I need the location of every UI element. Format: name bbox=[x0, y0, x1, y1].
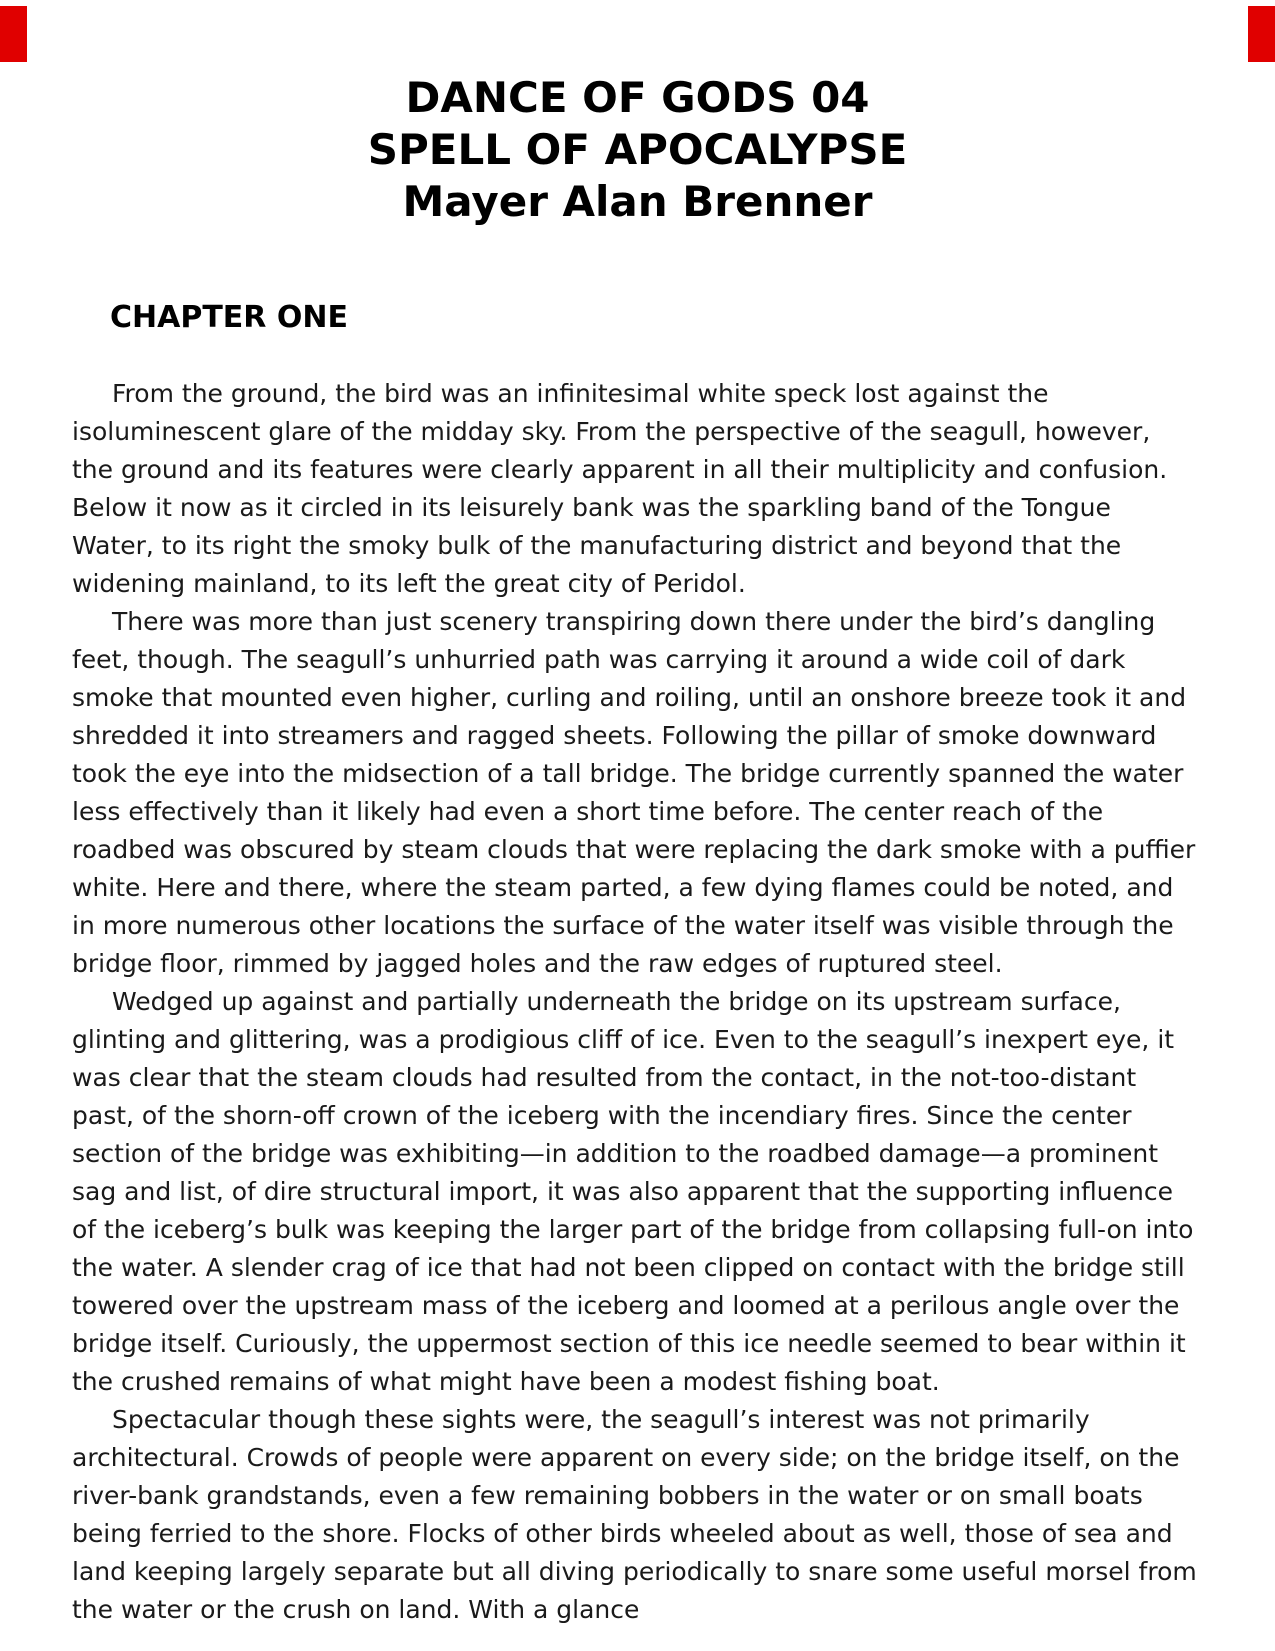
book-series-title: DANCE OF GODS 04 bbox=[405, 73, 870, 122]
chapter-heading: CHAPTER ONE bbox=[110, 300, 348, 335]
paragraph: There was more than just scenery transpiring down there under the bird’s dangling feet, though. The seagull’s unhurried path was carrying it around a wide coil of dark smoke that mounted even higher, curling and roiling, until an onshore breeze took it and shredded it into streamers and ragged sheets. Following the pillar of smoke downward took the eye into the midsection of a tall bridge. The bridge currently spanned the water less effectively than it likely had even a short time before. The center reach of the roadbed was obscured by steam clouds that were replacing the dark smoke with a puffier white. Here and there, where the steam parted, a few dying flames could be noted, and in more numerous other locations the surface of the water itself was visible through the bridge floor, rimmed by jagged holes and the raw edges of ruptured steel. bbox=[72, 607, 1196, 978]
book-title: SPELL OF APOCALYPSE bbox=[367, 125, 908, 174]
paragraph: Spectacular though these sights were, the seagull’s interest was not primarily architectural. Crowds of people were apparent on every side; on the bridge itself, on the river-bank grandstands, even a few remaining bobbers in the water or on small boats being ferried to the shore. Flocks of other birds wheeled about as well, those of sea and land keeping largely separate but all diving periodically to snare some useful morsel from the water or the crush on land. With a glance bbox=[72, 1405, 1197, 1624]
body-text bbox=[72, 375, 1199, 1629]
red-edge-marker-left bbox=[0, 6, 27, 62]
paragraph: Wedged up against and partially underneath the bridge on its upstream surface, glinting and glittering, was a prodigious cliff of ice. Even to the seagull’s inexpert eye, it was clear that the steam clouds had resulted from the contact, in the not-too-distant past, of the shorn-off crown of the iceberg with the incendiary fires. Since the center section of the bridge was exhibiting—in addition to the roadbed damage—a prominent sag and list, of dire structural import, it was also apparent that the supporting influence of the iceberg’s bulk was keeping the larger part of the bridge from collapsing full-on into the water. A slender crag of ice that had not been clipped on contact with the bridge still towered over the upstream mass of the iceberg and loomed at a perilous angle over the bridge itself. Curiously, the uppermost section of this ice needle seemed to bear within it the crushed remains of what might have been a modest fishing boat. bbox=[72, 987, 1194, 1396]
book-author: Mayer Alan Brenner bbox=[402, 177, 873, 226]
red-edge-marker-right bbox=[1248, 6, 1275, 62]
book-title-block bbox=[0, 72, 1275, 228]
paragraph: From the ground, the bird was an infinitesimal white speck lost against the isoluminescent glare of the midday sky. From the perspective of the seagull, however, the ground and its features were clearly apparent in all their multiplicity and confusion. Below it now as it circled in its leisurely bank was the sparkling band of the Tongue Water, to its right the smoky bulk of the manufacturing district and beyond that the widening mainland, to its left the great city of Peridol. bbox=[72, 379, 1168, 598]
